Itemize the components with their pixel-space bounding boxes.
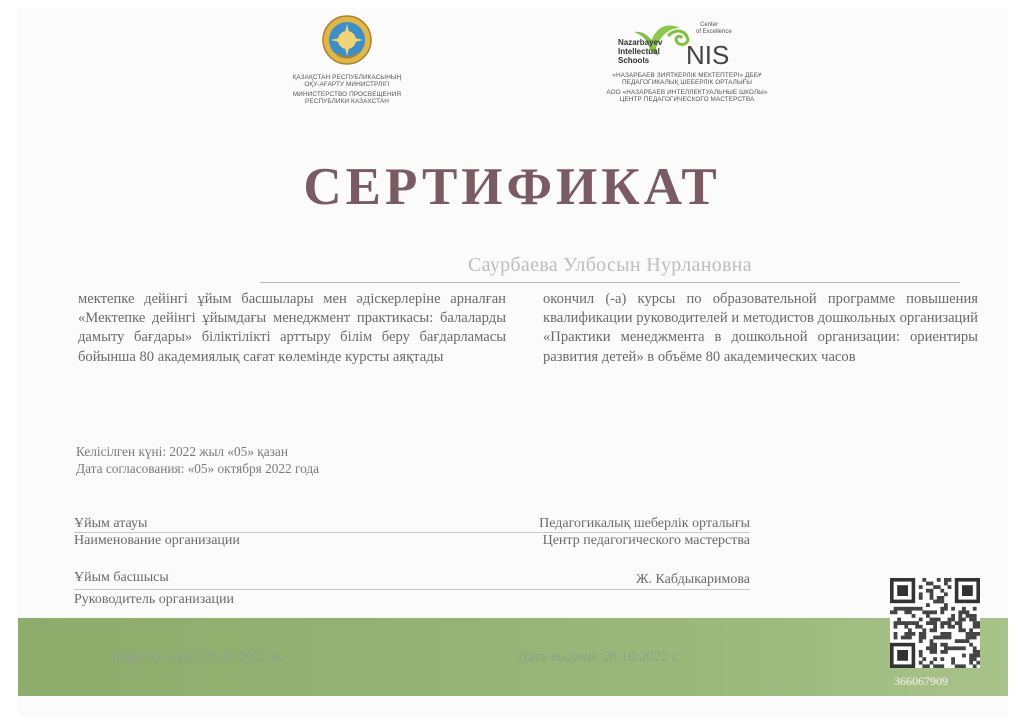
head-field xyxy=(74,570,750,610)
agreement-dates xyxy=(76,443,319,477)
qr-code-icon xyxy=(890,578,980,668)
head-divider xyxy=(74,589,750,590)
org-label-ru: Наименование организации xyxy=(74,533,240,548)
nis-logo xyxy=(592,16,782,76)
course-text-ru: окончил (-а) курсы по образовательной программе повышения квалификации руководителей и методистов дошкольных организаций «Практики менеджмента в дошкольной организации: ориентиры развития детей» в объёме 80 академических часов xyxy=(543,291,978,365)
ministry-ru-line-2: РЕСПУБЛИКИ КАЗАХСТАН xyxy=(305,98,389,106)
nis-name-line-3: Schools xyxy=(618,56,650,65)
org-label-kz: Ұйым атауы xyxy=(74,516,148,531)
organization-field xyxy=(74,516,750,550)
issue-date-ru: Дата выдачи: 28.10.2022 г. xyxy=(518,649,680,665)
agreement-date-kz: Келісілген күні: 2022 жыл «05» қазан xyxy=(76,444,288,459)
ministry-ru-line-1: МИНИСТЕРСТВО ПРОСВЕЩЕНИЯ xyxy=(292,90,402,98)
nis-organization xyxy=(594,72,780,104)
nis-org-line-1: «НАЗАРБАЕВ ЗИЯТКЕРЛІК МЕКТЕПТЕРІ» ДББҰ xyxy=(612,72,762,79)
nis-center-label-1: Center xyxy=(700,22,719,28)
state-emblem-icon xyxy=(321,14,373,66)
course-text-kz: мектепке дейінгі ұйым басшылары мен әдіскерлеріне арналған «Мектепке дейінгі ұйымдағы менеджмент практикасы: балаларды дамыту бағдары» біліктілікті арттыру білім беру бағдарламасы бойынша 80 академиялық сағат көлемінде курсты аяқтады xyxy=(78,291,506,365)
ministry-kz-line-2: ОҚУ-АҒАРТУ МИНИСТРЛІГІ xyxy=(304,81,390,89)
agreement-date-ru: Дата согласования: «05» октября 2022 года xyxy=(76,461,320,476)
ministry-header xyxy=(282,14,412,106)
org-value-ru: Центр педагогического мастерства xyxy=(542,533,750,548)
nis-center-label-2: of Excellence xyxy=(696,29,732,35)
nis-name-line-2: Intellectual xyxy=(618,47,660,56)
head-label-kz: Ұйым басшысы xyxy=(74,570,169,585)
head-label-ru: Руководитель организации xyxy=(74,592,234,607)
nis-name-line-1: Nazarbayev xyxy=(618,38,663,47)
certificate-title: СЕРТИФИКАТ xyxy=(303,158,721,216)
org-value-kz: Педагогикалық шеберлік орталығы xyxy=(539,516,750,531)
nis-org-line-4: ЦЕНТР ПЕДАГОГИЧЕСКОГО МАСТЕРСТВА xyxy=(619,96,755,104)
nis-org-line-3: АОО «НАЗАРБАЕВ ИНТЕЛЛЕКТУАЛЬНЫЕ ШКОЛЫ» xyxy=(606,88,768,96)
certificate-code: 366067909 xyxy=(894,674,948,688)
nis-mark: NIS xyxy=(686,40,730,70)
issue-date-kz: Берілген күні: 28.10.2022 ж. xyxy=(112,649,286,665)
nis-org-line-2: ПЕДАГОГИКАЛЫҚ ШЕБЕРЛІК ОРТАЛЫҒЫ xyxy=(621,79,753,87)
ministry-kz-line-1: ҚАЗАҚСТАН РЕСПУБЛИКАСЫНЫҢ xyxy=(292,74,402,81)
head-value: Ж. Кабдыкаримова xyxy=(635,572,750,587)
recipient-name: Саурбаева Улбосын Нурлановна xyxy=(260,254,960,283)
